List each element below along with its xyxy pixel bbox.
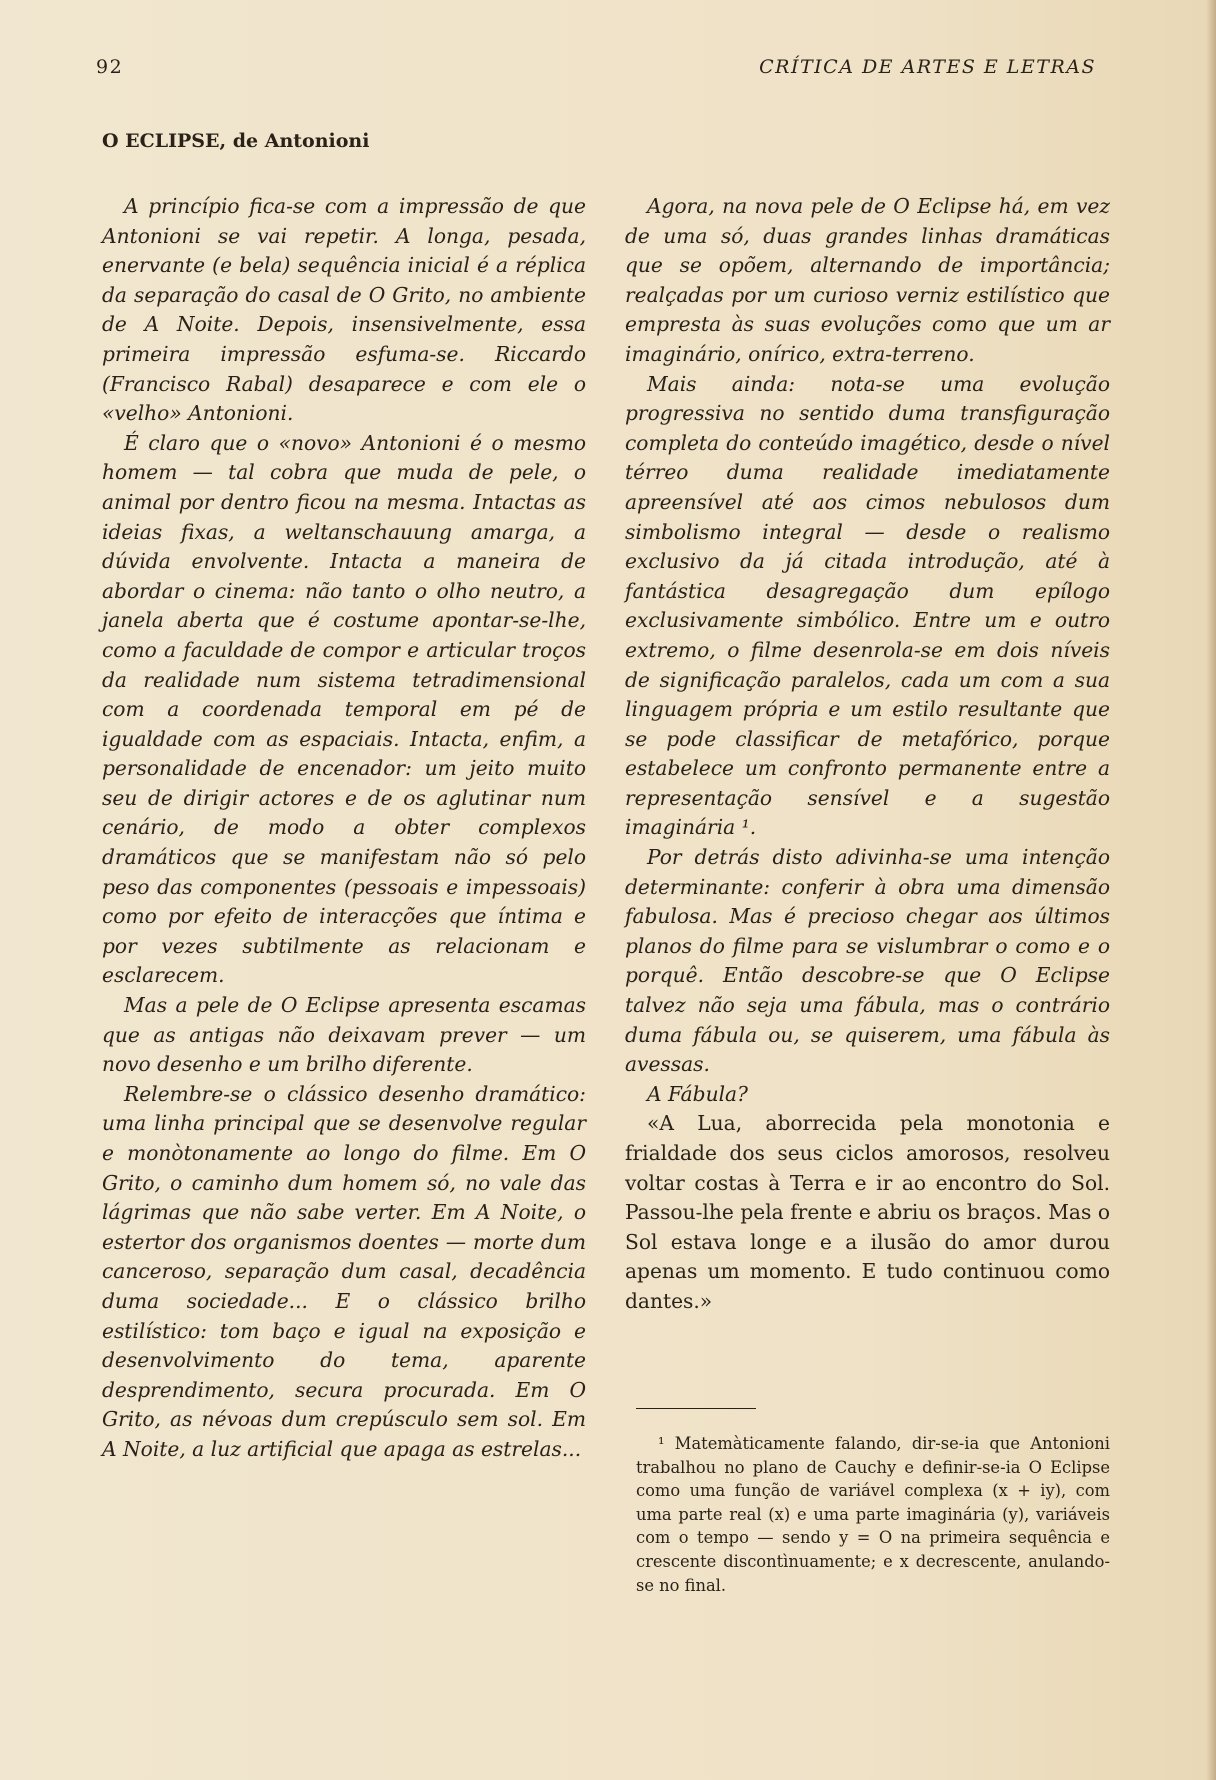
footnote-separator: [636, 1408, 756, 1409]
paragraph: Relembre-se o clássico desenho dramático: uma linha principal que se desenvolve regular e monòtonamente ao longo do filme. Em O Grito, o caminho dum homem só, no vale das lágrimas que não sabe verter. Em A Noite, o estertor dos organismos doentes — morte dum canceroso, separação dum casal, decadência duma sociedade... E o clássico brilho estilístico: tom baço e igual na exposição e desenvolvimento do tema, aparente desprendimento, secura procurada. Em O Grito, as névoas dum crepúsculo sem sol. Em A Noite, a luz artificial que apaga as estrelas...: [102, 1081, 586, 1461]
page-edge-shadow: [1206, 0, 1216, 1780]
paragraph: Mas a pele de O Eclipse apresenta escamas que as antigas não deixavam prever — um novo desenho e um brilho diferente.: [102, 993, 586, 1077]
paragraph: É claro que o «novo» Antonioni é o mesmo homem — tal cobra que muda de pele, o animal por dentro ficou na mesma. Intactas as ideias fixas, a weltanschauung amarga, a dúvida envolvente. Intacta a maneira de abordar o cinema: não tanto o olho neutro, a janela aberta que é costume apontar-se-lhe, como a faculdade de compor e articular troços da realidade num sistema tetradimensional com a coordenada temporal em pé de igualdade com as espaciais. Intacta, enfim, a personalidade de encenador: um jeito muito seu de dirigir actores e de os aglutinar num cenário, de modo a obter complexos dramáticos que se manifestam não só pelo peso das componentes (pessoais e impessoais) como por efeito de interacções que íntima e por vezes subtilmente as relacionam e esclarecem.: [102, 430, 586, 988]
paragraph: A princípio fica-se com a impressão de que Antonioni se vai repetir. A longa, pesada, enervante (e bela) sequência inicial é a réplica da separação do casal de O Grito, no ambiente de A Noite. Depois, insensivelmente, essa primeira impressão esfuma-se. Riccardo (Francisco Rabal) desaparece e com ele o «velho» Antonioni.: [102, 194, 586, 426]
left-column: [102, 192, 586, 1465]
page-header: [96, 56, 1096, 86]
running-title: CRÍTICA DE ARTES E LETRAS: [759, 56, 1096, 78]
paragraph: A Fábula?: [647, 1081, 748, 1106]
footnote: [636, 1432, 1110, 1597]
paragraph: Por detrás disto adivinha-se uma intenção determinante: conferir à obra uma dimensão fabulosa. Mas é precioso chegar aos últimos planos do filme para se vislumbrar o como e o porquê. Então descobre-se que O Eclipse talvez não seja uma fábula, mas o contrário duma fábula ou, se quiserem, uma fábula às avessas.: [625, 845, 1110, 1077]
page-number: 92: [96, 56, 124, 78]
fable-quote: «A Lua, aborrecida pela monotonia e frialdade dos seus ciclos amorosos, resolveu voltar costas à Terra e ir ao encontro do Sol. Passou-lhe pela frente e abriu os braços. Mas o Sol estava longe e a ilusão do amor durou apenas um momento. E tudo continuou como dantes.»: [625, 1111, 1110, 1313]
paragraph: Mais ainda: nota-se uma evolução progressiva no sentido duma transfiguração completa do conteúdo imagético, desde o nível térreo duma realidade imediatamente apreensível até aos cimos nebulosos dum simbolismo integral — desde o realismo exclusivo da já citada introdução, até à fantástica desagregação dum epílogo exclusivamente simbólico. Entre um e outro extremo, o filme desenrola-se em dois níveis de significação paralelos, cada um com a sua linguagem própria e um estilo resultante que se pode classificar de metafórico, porque estabelece um confronto permanente entre a representação sensível e a sugestão imaginária ¹.: [625, 371, 1110, 840]
footnote-text: ¹ Matemàticamente falando, dir-se-ia que Antonioni trabalhou no plano de Cauchy e definir-se-ia O Eclipse como uma função de variável complexa (x + iy), com uma parte real (x) e uma parte imaginária (y), variáveis com o tempo — sendo y = O na primeira sequência e crescente discontìnuamente; e x decrescente, anulando-se no final.: [636, 1434, 1110, 1595]
article-title: O ECLIPSE, de Antonioni: [102, 130, 370, 152]
right-column: [625, 192, 1110, 1317]
paragraph: Agora, na nova pele de O Eclipse há, em vez de uma só, duas grandes linhas dramáticas que se opõem, alternando de importância; realçadas por um curioso verniz estilístico que empresta às suas evoluções como que um ar imaginário, onírico, extra-terreno.: [625, 194, 1110, 366]
